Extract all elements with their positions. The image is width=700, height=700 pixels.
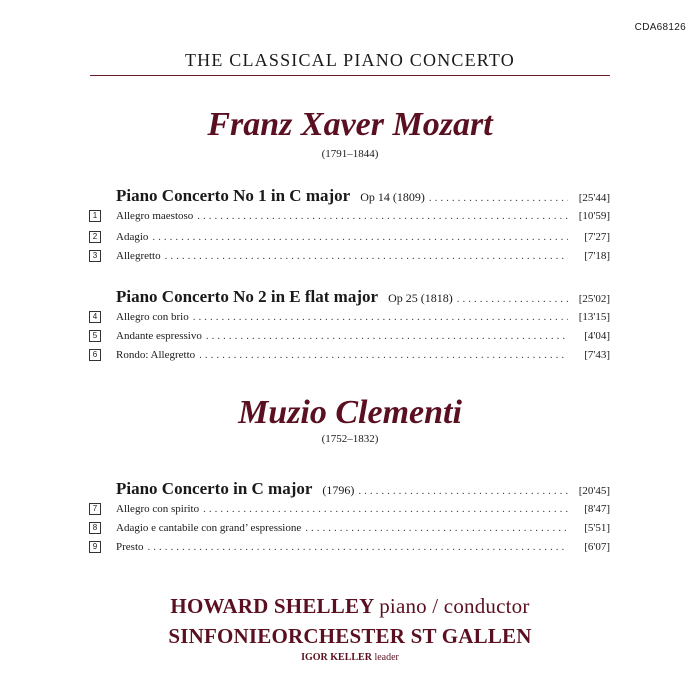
track-number: 5 [89,330,101,342]
track-row [89,503,610,519]
track-duration: [7'18] [584,250,610,262]
track-title: Andante espressivo [116,330,202,342]
leader-credit [90,652,610,663]
dot-leader [206,330,568,342]
track-duration: [5'51] [584,522,610,534]
leader-role: leader [374,652,399,663]
work-heading [116,287,610,307]
track-duration: [13'15] [578,311,610,323]
track-row [89,311,610,327]
work-opus: Op 25 (1818) [388,291,453,305]
track-duration: [7'43] [584,349,610,361]
composer-dates: (1791–1844) [321,148,379,160]
track-row [89,541,610,557]
leader-name: IGOR KELLER [301,652,372,663]
track-duration: [7'27] [584,231,610,243]
track-duration: [8'47] [584,503,610,515]
dot-leader [305,522,568,534]
composer-dates: (1752–1832) [321,433,379,445]
dot-leader [193,311,568,323]
track-number: 8 [89,522,101,534]
track-title: Allegro con spirito [116,503,200,515]
work-duration: [20'45] [578,485,610,497]
dot-leader [197,210,568,222]
work-title: Piano Concerto No 1 in C major [116,186,351,205]
track-number: 4 [89,311,101,323]
orchestra-credit: SINFONIEORCHESTER ST GALLEN [168,624,532,648]
work-heading [116,186,610,206]
dot-leader [199,349,568,361]
track-duration: [10'59] [578,210,610,222]
series-title: THE CLASSICAL PIANO CONCERTO [184,50,516,70]
work-opus: (1796) [322,483,355,497]
track-row [89,522,610,538]
work-heading [116,479,610,499]
composer-name: Muzio Clementi [238,394,462,431]
work-duration: [25'02] [578,293,610,305]
track-number: 9 [89,541,101,553]
dot-leader [148,541,569,553]
track-title: Rondo: Allegretto [116,349,196,361]
track-title: Allegro con brio [116,311,189,323]
catalog-number: CDA68126 [634,22,686,33]
dot-leader [203,503,568,515]
dot-leader [429,192,568,204]
dot-leader [152,231,568,243]
track-row [89,210,610,226]
track-title: Adagio [116,231,149,243]
work-title: Piano Concerto in C major [116,479,313,498]
track-number: 6 [89,349,101,361]
track-title: Presto [116,541,144,553]
track-title: Allegro maestoso [116,210,194,222]
work-title: Piano Concerto No 2 in E flat major [116,287,379,306]
track-number: 1 [89,210,101,222]
track-row [89,330,610,346]
track-title: Allegretto [116,250,161,262]
track-duration: [6'07] [584,541,610,553]
track-row [89,349,610,365]
track-number: 7 [89,503,101,515]
track-number: 2 [89,231,101,243]
track-number: 3 [89,250,101,262]
work-opus: Op 14 (1809) [360,190,425,204]
work-duration: [25'44] [578,192,610,204]
soloist-name: HOWARD SHELLEY [170,594,374,618]
dot-leader [358,485,568,497]
composer-name: Franz Xaver Mozart [207,106,493,143]
track-duration: [4'04] [584,330,610,342]
track-row [89,250,610,266]
soloist-credit [90,594,610,619]
soloist-role: piano / conductor [379,594,530,618]
track-row [89,231,610,247]
series-divider [90,75,610,76]
dot-leader [165,250,568,262]
track-title: Adagio e cantabile con grand’ espressione [116,522,302,534]
dot-leader [457,293,568,305]
